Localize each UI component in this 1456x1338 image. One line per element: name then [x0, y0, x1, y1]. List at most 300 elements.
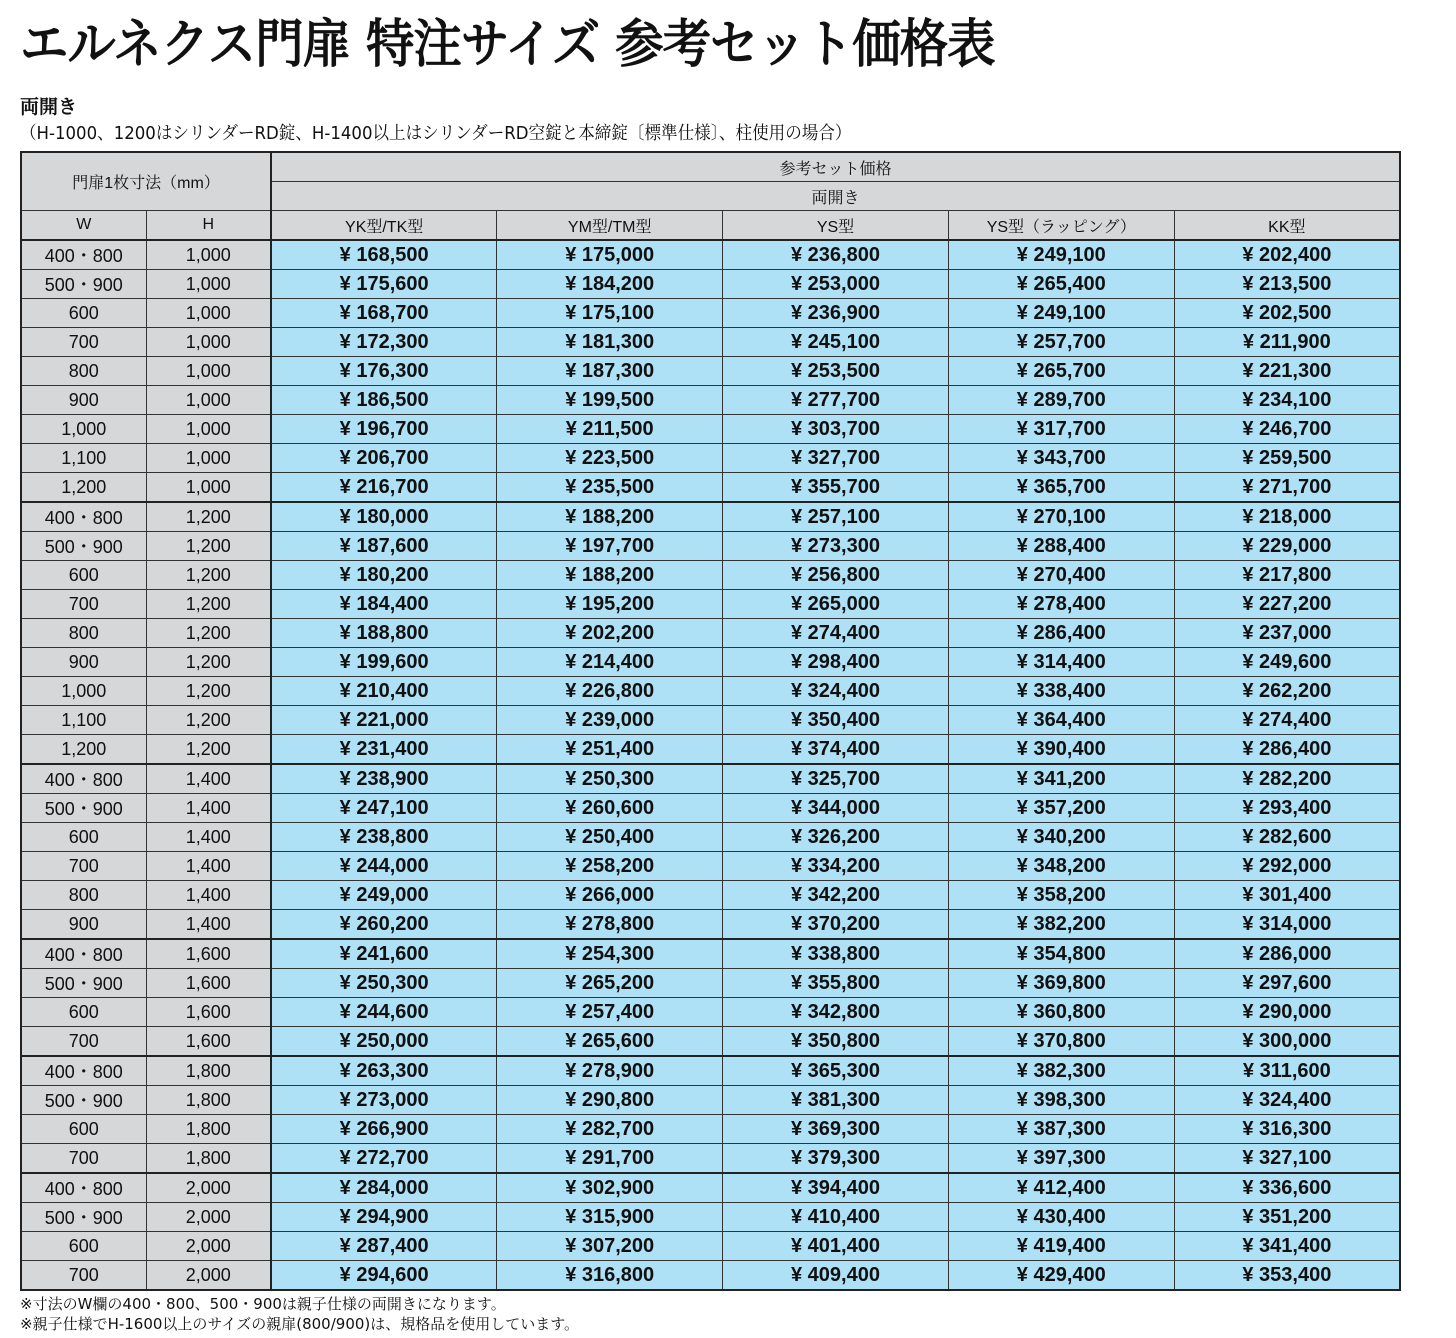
- height-cell: 1,800: [146, 1056, 271, 1086]
- price-ym-tm: ¥ 254,300: [497, 939, 723, 969]
- col-header-kk: KK型: [1174, 211, 1400, 241]
- height-cell: 2,000: [146, 1232, 271, 1261]
- height-cell: 1,000: [146, 473, 271, 503]
- price-kk: ¥ 353,400: [1174, 1261, 1400, 1291]
- table-row: [21, 357, 1400, 386]
- height-cell: 2,000: [146, 1203, 271, 1232]
- height-cell: 1,600: [146, 998, 271, 1027]
- price-yk-tk: ¥ 231,400: [271, 735, 497, 765]
- width-cell: 600: [21, 1232, 146, 1261]
- price-kk: ¥ 217,800: [1174, 561, 1400, 590]
- height-cell: 1,800: [146, 1144, 271, 1174]
- price-kk: ¥ 259,500: [1174, 444, 1400, 473]
- price-kk: ¥ 314,000: [1174, 910, 1400, 940]
- width-cell: 600: [21, 998, 146, 1027]
- height-cell: 1,200: [146, 677, 271, 706]
- price-ym-tm: ¥ 184,200: [497, 270, 723, 299]
- width-cell: 900: [21, 386, 146, 415]
- price-kk: ¥ 271,700: [1174, 473, 1400, 503]
- width-cell: 1,000: [21, 415, 146, 444]
- price-ys-wrapping: ¥ 289,700: [948, 386, 1174, 415]
- price-yk-tk: ¥ 273,000: [271, 1086, 497, 1115]
- price-yk-tk: ¥ 238,900: [271, 764, 497, 794]
- price-ym-tm: ¥ 278,900: [497, 1056, 723, 1086]
- height-cell: 1,400: [146, 852, 271, 881]
- table-row: [21, 998, 1400, 1027]
- price-ys: ¥ 355,800: [723, 969, 949, 998]
- table-row: [21, 823, 1400, 852]
- height-cell: 1,400: [146, 910, 271, 940]
- price-yk-tk: ¥ 184,400: [271, 590, 497, 619]
- price-yk-tk: ¥ 180,000: [271, 502, 497, 532]
- height-cell: 1,200: [146, 502, 271, 532]
- price-ym-tm: ¥ 181,300: [497, 328, 723, 357]
- price-yk-tk: ¥ 186,500: [271, 386, 497, 415]
- price-ys-wrapping: ¥ 278,400: [948, 590, 1174, 619]
- price-ym-tm: ¥ 250,300: [497, 764, 723, 794]
- table-row: [21, 881, 1400, 910]
- width-cell: 900: [21, 910, 146, 940]
- height-cell: 1,000: [146, 299, 271, 328]
- width-cell: 500・900: [21, 270, 146, 299]
- price-ym-tm: ¥ 195,200: [497, 590, 723, 619]
- price-ys-wrapping: ¥ 314,400: [948, 648, 1174, 677]
- height-cell: 1,000: [146, 270, 271, 299]
- price-ys-wrapping: ¥ 357,200: [948, 794, 1174, 823]
- price-ys-wrapping: ¥ 257,700: [948, 328, 1174, 357]
- table-row: [21, 910, 1400, 940]
- table-row: [21, 1144, 1400, 1174]
- width-cell: 1,200: [21, 473, 146, 503]
- price-kk: ¥ 324,400: [1174, 1086, 1400, 1115]
- price-ys: ¥ 236,900: [723, 299, 949, 328]
- price-kk: ¥ 311,600: [1174, 1056, 1400, 1086]
- price-yk-tk: ¥ 175,600: [271, 270, 497, 299]
- price-yk-tk: ¥ 263,300: [271, 1056, 497, 1086]
- width-cell: 800: [21, 619, 146, 648]
- width-cell: 700: [21, 590, 146, 619]
- price-kk: ¥ 227,200: [1174, 590, 1400, 619]
- price-ym-tm: ¥ 257,400: [497, 998, 723, 1027]
- price-ys: ¥ 324,400: [723, 677, 949, 706]
- table-row: [21, 969, 1400, 998]
- price-yk-tk: ¥ 247,100: [271, 794, 497, 823]
- price-yk-tk: ¥ 176,300: [271, 357, 497, 386]
- price-ys-wrapping: ¥ 429,400: [948, 1261, 1174, 1291]
- price-ys: ¥ 379,300: [723, 1144, 949, 1174]
- height-cell: 1,200: [146, 532, 271, 561]
- price-ys-wrapping: ¥ 270,400: [948, 561, 1174, 590]
- height-cell: 1,800: [146, 1115, 271, 1144]
- table-row: [21, 648, 1400, 677]
- price-ym-tm: ¥ 175,000: [497, 240, 723, 270]
- price-ym-tm: ¥ 315,900: [497, 1203, 723, 1232]
- price-kk: ¥ 237,000: [1174, 619, 1400, 648]
- price-ys-wrapping: ¥ 365,700: [948, 473, 1174, 503]
- price-ys: ¥ 365,300: [723, 1056, 949, 1086]
- col-header-w: W: [21, 211, 146, 241]
- price-ym-tm: ¥ 290,800: [497, 1086, 723, 1115]
- price-kk: ¥ 234,100: [1174, 386, 1400, 415]
- price-ym-tm: ¥ 266,000: [497, 881, 723, 910]
- price-ys: ¥ 342,200: [723, 881, 949, 910]
- height-cell: 1,400: [146, 764, 271, 794]
- price-ym-tm: ¥ 188,200: [497, 561, 723, 590]
- price-ym-tm: ¥ 282,700: [497, 1115, 723, 1144]
- table-row: [21, 852, 1400, 881]
- width-cell: 700: [21, 1144, 146, 1174]
- price-kk: ¥ 202,500: [1174, 299, 1400, 328]
- table-row: [21, 561, 1400, 590]
- price-ys: ¥ 256,800: [723, 561, 949, 590]
- price-yk-tk: ¥ 250,300: [271, 969, 497, 998]
- price-ym-tm: ¥ 260,600: [497, 794, 723, 823]
- price-ys: ¥ 253,000: [723, 270, 949, 299]
- price-ys-wrapping: ¥ 382,300: [948, 1056, 1174, 1086]
- height-cell: 1,600: [146, 969, 271, 998]
- price-ys-wrapping: ¥ 348,200: [948, 852, 1174, 881]
- price-ym-tm: ¥ 251,400: [497, 735, 723, 765]
- price-yk-tk: ¥ 244,000: [271, 852, 497, 881]
- price-ym-tm: ¥ 223,500: [497, 444, 723, 473]
- price-yk-tk: ¥ 294,600: [271, 1261, 497, 1291]
- col-header-yk-tk: YK型/TK型: [271, 211, 497, 241]
- price-ys: ¥ 274,400: [723, 619, 949, 648]
- width-cell: 500・900: [21, 794, 146, 823]
- price-ym-tm: ¥ 302,900: [497, 1173, 723, 1203]
- price-ys: ¥ 355,700: [723, 473, 949, 503]
- price-yk-tk: ¥ 216,700: [271, 473, 497, 503]
- width-cell: 400・800: [21, 1056, 146, 1086]
- width-cell: 400・800: [21, 764, 146, 794]
- table-row: [21, 415, 1400, 444]
- price-kk: ¥ 336,600: [1174, 1173, 1400, 1203]
- price-ym-tm: ¥ 175,100: [497, 299, 723, 328]
- price-yk-tk: ¥ 168,500: [271, 240, 497, 270]
- price-ys-wrapping: ¥ 369,800: [948, 969, 1174, 998]
- price-kk: ¥ 229,000: [1174, 532, 1400, 561]
- height-cell: 1,800: [146, 1086, 271, 1115]
- price-ym-tm: ¥ 197,700: [497, 532, 723, 561]
- height-cell: 1,000: [146, 444, 271, 473]
- price-kk: ¥ 293,400: [1174, 794, 1400, 823]
- price-yk-tk: ¥ 210,400: [271, 677, 497, 706]
- price-ys-wrapping: ¥ 382,200: [948, 910, 1174, 940]
- price-ys: ¥ 236,800: [723, 240, 949, 270]
- price-ym-tm: ¥ 239,000: [497, 706, 723, 735]
- price-ys-wrapping: ¥ 390,400: [948, 735, 1174, 765]
- price-ys-wrapping: ¥ 265,700: [948, 357, 1174, 386]
- price-group-header: 参考セット価格: [271, 152, 1400, 182]
- price-ys: ¥ 381,300: [723, 1086, 949, 1115]
- table-row: [21, 328, 1400, 357]
- price-yk-tk: ¥ 206,700: [271, 444, 497, 473]
- footnotes: [20, 1294, 579, 1334]
- price-ys: ¥ 369,300: [723, 1115, 949, 1144]
- price-ys-wrapping: ¥ 286,400: [948, 619, 1174, 648]
- width-cell: 700: [21, 852, 146, 881]
- table-row: [21, 240, 1400, 270]
- price-kk: ¥ 286,400: [1174, 735, 1400, 765]
- price-ys-wrapping: ¥ 360,800: [948, 998, 1174, 1027]
- price-ym-tm: ¥ 188,200: [497, 502, 723, 532]
- price-ym-tm: ¥ 250,400: [497, 823, 723, 852]
- table-row: [21, 473, 1400, 503]
- table-row: [21, 1261, 1400, 1291]
- price-ys-wrapping: ¥ 354,800: [948, 939, 1174, 969]
- width-cell: 700: [21, 328, 146, 357]
- price-ys-wrapping: ¥ 340,200: [948, 823, 1174, 852]
- price-yk-tk: ¥ 272,700: [271, 1144, 497, 1174]
- price-ys-wrapping: ¥ 249,100: [948, 240, 1174, 270]
- col-header-ys: YS型: [723, 211, 949, 241]
- price-ys: ¥ 394,400: [723, 1173, 949, 1203]
- price-ys: ¥ 273,300: [723, 532, 949, 561]
- price-ys-wrapping: ¥ 343,700: [948, 444, 1174, 473]
- price-ys-wrapping: ¥ 317,700: [948, 415, 1174, 444]
- price-ys: ¥ 409,400: [723, 1261, 949, 1291]
- width-cell: 400・800: [21, 502, 146, 532]
- height-cell: 2,000: [146, 1173, 271, 1203]
- price-yk-tk: ¥ 250,000: [271, 1027, 497, 1057]
- price-ys-wrapping: ¥ 270,100: [948, 502, 1174, 532]
- table-row: [21, 386, 1400, 415]
- width-cell: 600: [21, 1115, 146, 1144]
- width-cell: 1,000: [21, 677, 146, 706]
- height-cell: 1,200: [146, 735, 271, 765]
- width-cell: 400・800: [21, 939, 146, 969]
- price-yk-tk: ¥ 260,200: [271, 910, 497, 940]
- price-kk: ¥ 292,000: [1174, 852, 1400, 881]
- price-ys: ¥ 325,700: [723, 764, 949, 794]
- price-kk: ¥ 249,600: [1174, 648, 1400, 677]
- price-kk: ¥ 290,000: [1174, 998, 1400, 1027]
- height-cell: 1,200: [146, 648, 271, 677]
- price-ys: ¥ 370,200: [723, 910, 949, 940]
- width-cell: 1,100: [21, 444, 146, 473]
- height-cell: 1,600: [146, 1027, 271, 1057]
- price-table: [20, 151, 1401, 1291]
- price-ys-wrapping: ¥ 338,400: [948, 677, 1174, 706]
- price-ys: ¥ 334,200: [723, 852, 949, 881]
- table-row: [21, 1056, 1400, 1086]
- height-cell: 1,400: [146, 823, 271, 852]
- price-yk-tk: ¥ 188,800: [271, 619, 497, 648]
- price-kk: ¥ 262,200: [1174, 677, 1400, 706]
- width-cell: 600: [21, 561, 146, 590]
- height-cell: 1,000: [146, 328, 271, 357]
- price-ys-wrapping: ¥ 387,300: [948, 1115, 1174, 1144]
- price-ys-wrapping: ¥ 358,200: [948, 881, 1174, 910]
- price-ys: ¥ 410,400: [723, 1203, 949, 1232]
- price-ys-wrapping: ¥ 412,400: [948, 1173, 1174, 1203]
- price-ys: ¥ 344,000: [723, 794, 949, 823]
- price-ys-wrapping: ¥ 370,800: [948, 1027, 1174, 1057]
- height-cell: 1,200: [146, 590, 271, 619]
- price-kk: ¥ 316,300: [1174, 1115, 1400, 1144]
- table-row: [21, 735, 1400, 765]
- table-row: [21, 1173, 1400, 1203]
- width-cell: 600: [21, 823, 146, 852]
- table-row: [21, 619, 1400, 648]
- price-ym-tm: ¥ 258,200: [497, 852, 723, 881]
- price-ys: ¥ 350,800: [723, 1027, 949, 1057]
- price-yk-tk: ¥ 199,600: [271, 648, 497, 677]
- width-cell: 1,100: [21, 706, 146, 735]
- col-header-h: H: [146, 211, 271, 241]
- price-ym-tm: ¥ 199,500: [497, 386, 723, 415]
- height-cell: 1,200: [146, 619, 271, 648]
- price-yk-tk: ¥ 187,600: [271, 532, 497, 561]
- footnote: ※寸法のW欄の400・800、500・900は親子仕様の両開きになります。: [20, 1295, 506, 1313]
- price-ys: ¥ 326,200: [723, 823, 949, 852]
- price-ys: ¥ 257,100: [723, 502, 949, 532]
- price-yk-tk: ¥ 196,700: [271, 415, 497, 444]
- price-subgroup-header: 両開き: [271, 182, 1400, 211]
- price-ys: ¥ 374,400: [723, 735, 949, 765]
- price-yk-tk: ¥ 249,000: [271, 881, 497, 910]
- price-kk: ¥ 274,400: [1174, 706, 1400, 735]
- height-cell: 1,200: [146, 706, 271, 735]
- price-kk: ¥ 218,000: [1174, 502, 1400, 532]
- price-ys: ¥ 327,700: [723, 444, 949, 473]
- height-cell: 1,600: [146, 939, 271, 969]
- price-yk-tk: ¥ 168,700: [271, 299, 497, 328]
- price-kk: ¥ 221,300: [1174, 357, 1400, 386]
- price-kk: ¥ 297,600: [1174, 969, 1400, 998]
- price-ym-tm: ¥ 202,200: [497, 619, 723, 648]
- height-cell: 1,400: [146, 794, 271, 823]
- price-kk: ¥ 301,400: [1174, 881, 1400, 910]
- price-kk: ¥ 282,200: [1174, 764, 1400, 794]
- price-ym-tm: ¥ 214,400: [497, 648, 723, 677]
- price-ym-tm: ¥ 278,800: [497, 910, 723, 940]
- width-cell: 600: [21, 299, 146, 328]
- price-ys: ¥ 350,400: [723, 706, 949, 735]
- table-row: [21, 532, 1400, 561]
- price-ym-tm: ¥ 211,500: [497, 415, 723, 444]
- col-header-ym-tm: YM型/TM型: [497, 211, 723, 241]
- table-row: [21, 764, 1400, 794]
- price-ys: ¥ 253,500: [723, 357, 949, 386]
- price-kk: ¥ 246,700: [1174, 415, 1400, 444]
- price-yk-tk: ¥ 294,900: [271, 1203, 497, 1232]
- price-ys-wrapping: ¥ 265,400: [948, 270, 1174, 299]
- table-row: [21, 1203, 1400, 1232]
- table-row: [21, 1115, 1400, 1144]
- table-row: [21, 794, 1400, 823]
- price-kk: ¥ 351,200: [1174, 1203, 1400, 1232]
- width-cell: 500・900: [21, 969, 146, 998]
- width-cell: 500・900: [21, 532, 146, 561]
- table-row: [21, 1086, 1400, 1115]
- width-cell: 800: [21, 357, 146, 386]
- price-ym-tm: ¥ 291,700: [497, 1144, 723, 1174]
- width-cell: 1,200: [21, 735, 146, 765]
- price-kk: ¥ 327,100: [1174, 1144, 1400, 1174]
- price-ys-wrapping: ¥ 364,400: [948, 706, 1174, 735]
- height-cell: 1,000: [146, 240, 271, 270]
- price-ys: ¥ 265,000: [723, 590, 949, 619]
- footnote: ※親子仕様でH-1600以上のサイズの親扉(800/900)は、規格品を使用しています。: [20, 1315, 580, 1333]
- price-ys-wrapping: ¥ 249,100: [948, 299, 1174, 328]
- price-yk-tk: ¥ 287,400: [271, 1232, 497, 1261]
- spec-note: （H-1000、1200はシリンダーRD錠、H-1400以上はシリンダーRD空錠と本締錠〔標準仕様〕、柱使用の場合）: [20, 123, 852, 144]
- price-ys: ¥ 303,700: [723, 415, 949, 444]
- width-cell: 700: [21, 1027, 146, 1057]
- price-yk-tk: ¥ 180,200: [271, 561, 497, 590]
- price-ys-wrapping: ¥ 430,400: [948, 1203, 1174, 1232]
- price-yk-tk: ¥ 172,300: [271, 328, 497, 357]
- price-ys: ¥ 342,800: [723, 998, 949, 1027]
- price-ym-tm: ¥ 265,200: [497, 969, 723, 998]
- table-row: [21, 270, 1400, 299]
- table-row: [21, 590, 1400, 619]
- table-row: [21, 299, 1400, 328]
- price-ys-wrapping: ¥ 397,300: [948, 1144, 1174, 1174]
- price-ym-tm: ¥ 235,500: [497, 473, 723, 503]
- price-kk: ¥ 211,900: [1174, 328, 1400, 357]
- page-title: エルネクス門扉 特注サイズ 参考セット価格表: [20, 15, 995, 75]
- table-row: [21, 1027, 1400, 1057]
- price-kk: ¥ 286,000: [1174, 939, 1400, 969]
- table-row: [21, 677, 1400, 706]
- col-header-ys-wrapping: YS型（ラッピング）: [948, 211, 1174, 241]
- width-cell: 400・800: [21, 1173, 146, 1203]
- table-row: [21, 939, 1400, 969]
- price-yk-tk: ¥ 284,000: [271, 1173, 497, 1203]
- height-cell: 2,000: [146, 1261, 271, 1291]
- width-cell: 800: [21, 881, 146, 910]
- height-cell: 1,400: [146, 881, 271, 910]
- price-ys: ¥ 245,100: [723, 328, 949, 357]
- price-ym-tm: ¥ 187,300: [497, 357, 723, 386]
- height-cell: 1,200: [146, 561, 271, 590]
- dimension-group-header: 門扉1枚寸法（mm）: [21, 152, 271, 211]
- price-ys-wrapping: ¥ 419,400: [948, 1232, 1174, 1261]
- price-ys-wrapping: ¥ 288,400: [948, 532, 1174, 561]
- price-kk: ¥ 341,400: [1174, 1232, 1400, 1261]
- section-label: 両開き: [20, 96, 78, 118]
- price-kk: ¥ 213,500: [1174, 270, 1400, 299]
- price-kk: ¥ 202,400: [1174, 240, 1400, 270]
- table-row: [21, 502, 1400, 532]
- price-ys-wrapping: ¥ 398,300: [948, 1086, 1174, 1115]
- price-yk-tk: ¥ 238,800: [271, 823, 497, 852]
- table-row: [21, 1232, 1400, 1261]
- price-ys: ¥ 298,400: [723, 648, 949, 677]
- width-cell: 500・900: [21, 1203, 146, 1232]
- price-ym-tm: ¥ 316,800: [497, 1261, 723, 1291]
- width-cell: 900: [21, 648, 146, 677]
- price-ym-tm: ¥ 307,200: [497, 1232, 723, 1261]
- price-ys: ¥ 401,400: [723, 1232, 949, 1261]
- table-row: [21, 706, 1400, 735]
- price-yk-tk: ¥ 244,600: [271, 998, 497, 1027]
- price-ym-tm: ¥ 265,600: [497, 1027, 723, 1057]
- price-ys: ¥ 277,700: [723, 386, 949, 415]
- width-cell: 700: [21, 1261, 146, 1291]
- price-kk: ¥ 282,600: [1174, 823, 1400, 852]
- price-yk-tk: ¥ 221,000: [271, 706, 497, 735]
- table-row: [21, 444, 1400, 473]
- price-yk-tk: ¥ 241,600: [271, 939, 497, 969]
- price-ys: ¥ 338,800: [723, 939, 949, 969]
- width-cell: 500・900: [21, 1086, 146, 1115]
- price-ys-wrapping: ¥ 341,200: [948, 764, 1174, 794]
- height-cell: 1,000: [146, 357, 271, 386]
- width-cell: 400・800: [21, 240, 146, 270]
